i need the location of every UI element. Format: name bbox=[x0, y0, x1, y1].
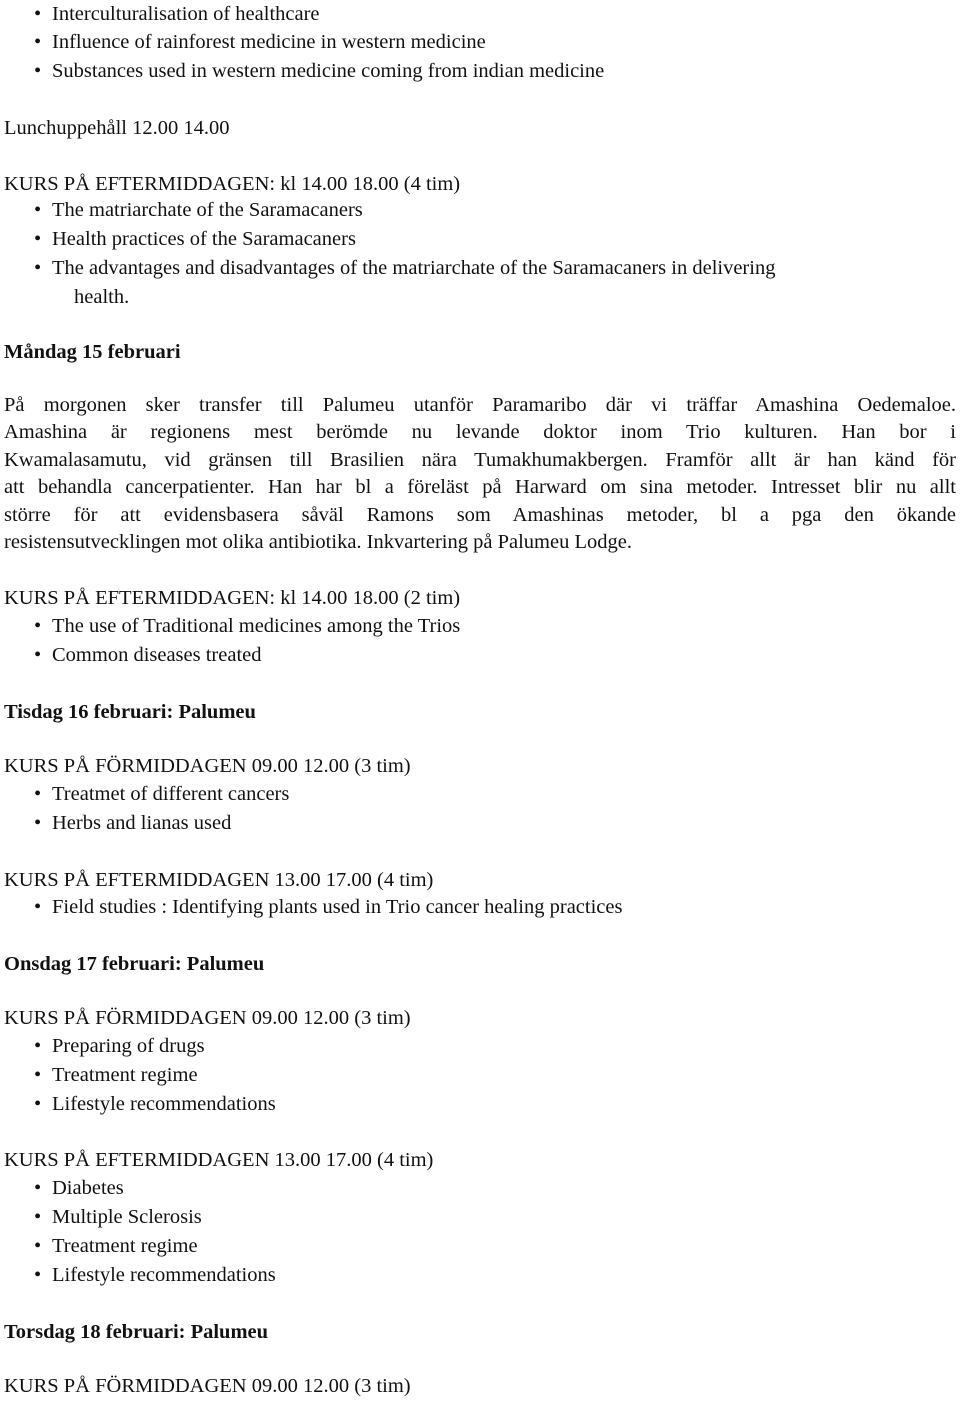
day-heading: Måndag 15 februari bbox=[4, 341, 181, 363]
bullet-icon: • bbox=[34, 1093, 42, 1115]
list-item: • Influence of rainforest medicine in western medicine bbox=[34, 28, 486, 57]
list-item: • Preparing of drugs bbox=[34, 1032, 205, 1061]
bullet-icon: • bbox=[34, 257, 42, 279]
session-heading: KURS PÅ EFTERMIDDAGEN 13.00 17.00 (4 tim) bbox=[4, 869, 434, 891]
paragraph-line: På morgonen sker transfer till Palumeu utanför Paramaribo där vi träffar Amashina Oedemaloe. bbox=[4, 394, 956, 416]
list-item: • Field studies : Identifying plants used in Trio cancer healing practices bbox=[34, 893, 622, 922]
session-heading: KURS PÅ FÖRMIDDAGEN 09.00 12.00 (3 tim) bbox=[4, 1375, 411, 1397]
day-heading: Onsdag 17 februari: Palumeu bbox=[4, 953, 265, 975]
bullet-icon: • bbox=[34, 228, 42, 250]
paragraph-line: Kwamalasamutu, vid gränsen till Brasilien nära Tumakhumakbergen. Framför allt är han känd för bbox=[4, 448, 956, 471]
session-heading: KURS PÅ EFTERMIDDAGEN: kl 14.00 18.00 (2 tim) bbox=[4, 587, 461, 609]
list-item: • Multiple Sclerosis bbox=[34, 1203, 202, 1232]
list-item: • Lifestyle recommendations bbox=[34, 1261, 276, 1290]
day-heading: Tisdag 16 februari: Palumeu bbox=[4, 701, 256, 723]
bullet-icon: • bbox=[34, 644, 42, 666]
session-heading: KURS PÅ EFTERMIDDAGEN 13.00 17.00 (4 tim) bbox=[4, 1149, 434, 1171]
bullet-icon: • bbox=[34, 1264, 42, 1286]
session-heading: KURS PÅ EFTERMIDDAGEN: kl 14.00 18.00 (4 tim) bbox=[4, 173, 461, 195]
list-item: • The advantages and disadvantages of the matriarchate of the Saramacaners in delivering bbox=[34, 254, 775, 283]
bullet-icon: • bbox=[34, 1235, 42, 1257]
bullet-icon: • bbox=[34, 60, 42, 82]
bullet-icon: • bbox=[34, 31, 42, 53]
list-item: • Diabetes bbox=[34, 1174, 124, 1203]
paragraph-line: Amashina är regionens mest berömde nu levande doktor inom Trio kulturen. Han bor i bbox=[4, 421, 956, 444]
bullet-icon: • bbox=[34, 896, 42, 918]
list-item: • Treatment regime bbox=[34, 1232, 198, 1261]
session-heading: KURS PÅ FÖRMIDDAGEN 09.00 12.00 (3 tim) bbox=[4, 755, 411, 777]
bullet-icon: • bbox=[34, 783, 42, 805]
paragraph-line: resistensutvecklingen mot olika antibiotika. Inkvartering på Palumeu Lodge. bbox=[4, 531, 632, 554]
paragraph-line: större för att evidensbasera såväl Ramons som Amashinas metoder, bl a pga den ökande bbox=[4, 503, 956, 526]
bullet-icon: • bbox=[34, 1206, 42, 1228]
bullet-icon: • bbox=[34, 3, 42, 25]
list-item: • Substances used in western medicine coming from indian medicine bbox=[34, 57, 604, 86]
paragraph-line: att behandla cancerpatienter. Han har bl a föreläst på Harward om sina metoder. Intresset blir nu allt bbox=[4, 476, 956, 499]
list-item: • Herbs and lianas used bbox=[34, 809, 231, 838]
bullet-icon: • bbox=[34, 199, 42, 221]
list-item: • The matriarchate of the Saramacaners bbox=[34, 196, 363, 225]
bullet-icon: • bbox=[34, 812, 42, 834]
bullet-icon: • bbox=[34, 1035, 42, 1057]
list-item: • Treatment regime bbox=[34, 1061, 198, 1090]
list-item: • Health practices of the Saramacaners bbox=[34, 225, 356, 254]
list-item: • Interculturalisation of healthcare bbox=[34, 0, 320, 29]
lunch-break: Lunchuppehåll 12.00 14.00 bbox=[4, 117, 230, 139]
day-heading: Torsdag 18 februari: Palumeu bbox=[4, 1321, 269, 1343]
list-item: • Lifestyle recommendations bbox=[34, 1090, 276, 1119]
list-item: • Treatmet of different cancers bbox=[34, 780, 289, 809]
session-heading: KURS PÅ FÖRMIDDAGEN 09.00 12.00 (3 tim) bbox=[4, 1007, 411, 1029]
list-item-continuation: health. bbox=[74, 286, 130, 308]
list-item: • Common diseases treated bbox=[34, 641, 262, 670]
bullet-icon: • bbox=[34, 615, 42, 637]
paragraph bbox=[4, 392, 956, 556]
bullet-icon: • bbox=[34, 1177, 42, 1199]
list-item: • The use of Traditional medicines among the Trios bbox=[34, 612, 460, 641]
bullet-icon: • bbox=[34, 1064, 42, 1086]
